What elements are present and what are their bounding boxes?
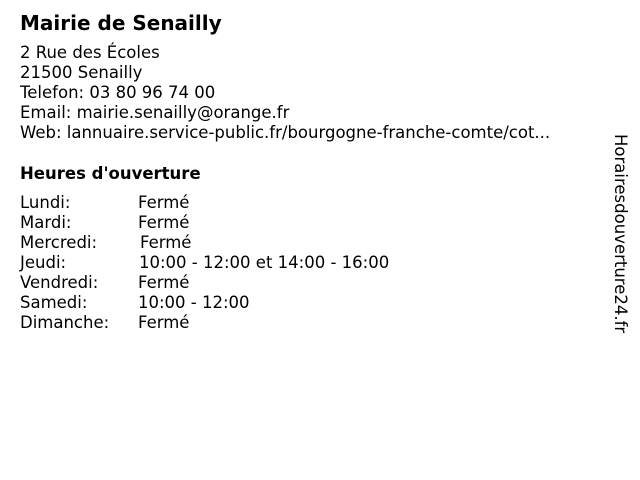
site-brand-text: Horairesdouverture24.fr: [611, 134, 630, 334]
website-url: Web: lannuaire.service-public.fr/bourgogne-franche-comte/cot...: [20, 123, 551, 142]
hours-value: Fermé: [140, 233, 192, 252]
day-label: Lundi:: [20, 193, 71, 212]
hours-value: 10:00 - 12:00: [138, 293, 250, 312]
day-label: Mardi:: [20, 213, 72, 232]
hours-value: Fermé: [138, 213, 190, 232]
hours-value: Fermé: [138, 313, 190, 332]
email-address: Email: mairie.senailly@orange.fr: [20, 103, 290, 122]
postal-city: 21500 Senailly: [20, 63, 143, 82]
contact-block: [20, 43, 550, 143]
day-label: Vendredi:: [20, 273, 99, 292]
hours-value: 10:00 - 12:00 et 14:00 - 16:00: [139, 253, 390, 272]
day-label: Jeudi:: [20, 253, 67, 272]
day-label: Samedi:: [20, 293, 88, 312]
opening-hours-heading: Heures d'ouverture: [20, 164, 201, 183]
day-label: Mercredi:: [20, 233, 98, 252]
street-address: 2 Rue des Écoles: [20, 43, 160, 62]
phone-number: Telefon: 03 80 96 74 00: [20, 83, 216, 102]
day-label: Dimanche:: [20, 313, 110, 332]
page-title: Mairie de Senailly: [20, 11, 222, 35]
hours-value: Fermé: [138, 193, 190, 212]
site-brand-label: [610, 134, 630, 374]
hours-value: Fermé: [138, 273, 190, 292]
